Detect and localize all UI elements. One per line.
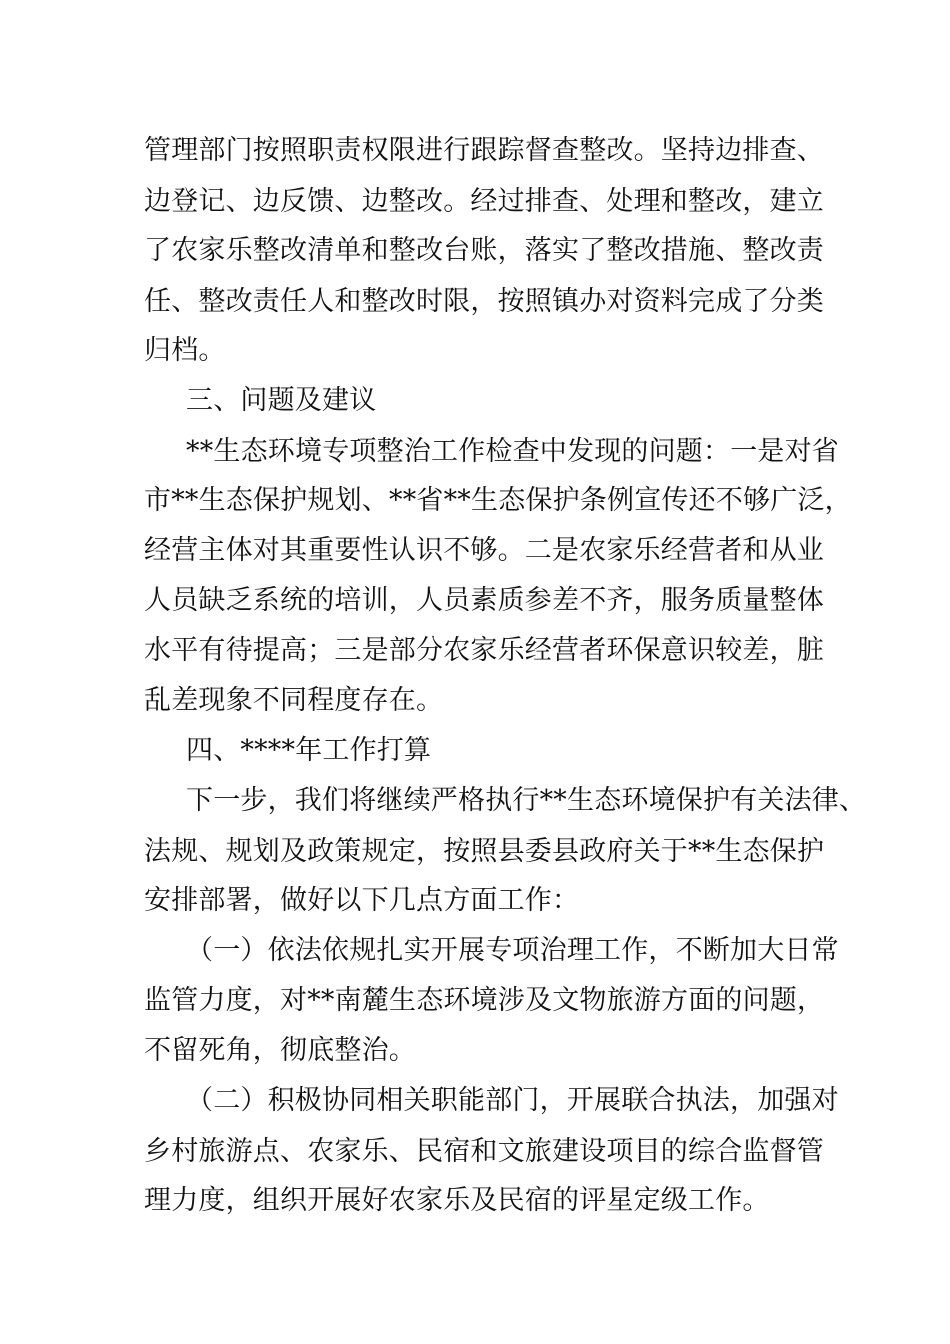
paragraph-line: 任、整改责任人和整改时限，按照镇办对资料完成了分类 <box>144 286 824 317</box>
paragraph-line: 人员缺乏系统的培训，人员素质参差不齐，服务质量整体 <box>144 585 824 616</box>
paragraph-line: 水平有待提高；三是部分农家乐经营者环保意识较差，脏 <box>144 635 824 666</box>
section-heading-4: 四、****年工作打算 <box>186 735 432 766</box>
list-item-line: 乡村旅游点、农家乐、民宿和文旅建设项目的综合监督管 <box>144 1136 824 1167</box>
list-item-line: （二）积极协同相关职能部门，开展联合执法，加强对 <box>186 1085 839 1116</box>
list-item-line: 不留死角，彻底整治。 <box>144 1035 416 1066</box>
section-heading-3: 三、问题及建议 <box>186 385 377 416</box>
paragraph-line: 法规、规划及政策规定，按照县委县政府关于**生态保护 <box>144 836 825 867</box>
paragraph-line: 安排部署，做好以下几点方面工作： <box>144 885 580 916</box>
paragraph-line: 市**生态保护规划、**省**生态保护条例宣传还不够广泛， <box>144 485 852 516</box>
paragraph-line: 边登记、边反馈、边整改。经过排查、处理和整改，建立 <box>144 186 824 217</box>
paragraph-line: **生态环境专项整治工作检查中发现的问题：一是对省 <box>186 436 839 467</box>
paragraph-line: 下一步，我们将继续严格执行**生态环境保护有关法律、 <box>186 785 867 816</box>
paragraph-line: 经营主体对其重要性认识不够。二是农家乐经营者和从业 <box>144 535 824 566</box>
list-item-line: 理力度，组织开展好农家乐及民宿的评星定级工作。 <box>144 1185 770 1216</box>
paragraph-line: 乱差现象不同程度存在。 <box>144 685 444 716</box>
paragraph-line: 管理部门按照职责权限进行跟踪督查整改。坚持边排查、 <box>144 135 824 166</box>
list-item-line: （一）依法依规扎实开展专项治理工作，不断加大日常 <box>186 935 839 966</box>
paragraph-line: 归档。 <box>144 335 226 366</box>
list-item-line: 监管力度，对**南麓生态环境涉及文物旅游方面的问题， <box>144 985 825 1016</box>
paragraph-line: 了农家乐整改清单和整改台账，落实了整改措施、整改责 <box>144 235 824 266</box>
